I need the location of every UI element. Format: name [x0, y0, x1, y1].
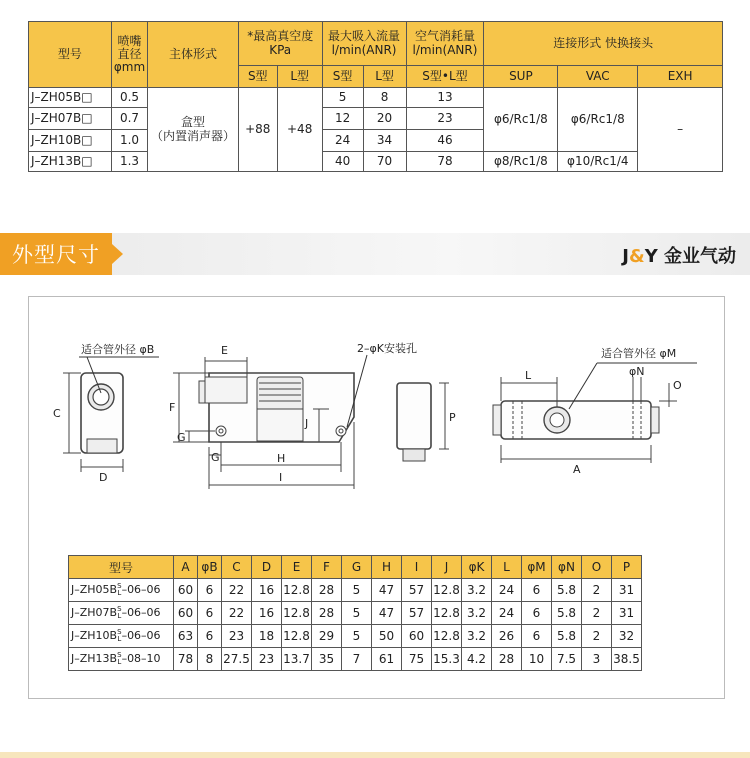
- dimension-table: [68, 555, 642, 671]
- header-suction: 最大吸入流量 l/min(ANR): [322, 22, 406, 66]
- label-p: P: [449, 411, 456, 424]
- dimension-value-cell: 60: [174, 602, 198, 625]
- dimension-value-cell: 7: [342, 648, 372, 671]
- header-vac: VAC: [558, 66, 638, 88]
- front-view: [173, 355, 367, 489]
- label-l: L: [525, 369, 532, 382]
- dimension-value-cell: 23: [222, 625, 252, 648]
- dimension-value-cell: 8: [198, 648, 222, 671]
- dimension-value-cell: 28: [312, 602, 342, 625]
- header-vacuum: *最高真空度 KPa: [238, 22, 322, 66]
- dimension-model-cell: J–ZH13B S L –08–10: [69, 648, 174, 671]
- dimension-panel: [28, 296, 725, 699]
- air-cell: 78: [406, 152, 484, 172]
- vacuum-l-cell: +48: [277, 88, 322, 172]
- dimension-value-cell: 4.2: [462, 648, 492, 671]
- dimension-header-cell: D: [252, 556, 282, 579]
- dimension-value-cell: 3.2: [462, 602, 492, 625]
- header-vacuum-l: L型: [277, 66, 322, 88]
- dimension-header-cell: φN: [552, 556, 582, 579]
- banner-arrow-icon: [112, 244, 123, 264]
- section-banner: [0, 233, 750, 275]
- top-view: [493, 363, 697, 463]
- dimension-header-cell: O: [582, 556, 612, 579]
- table-row: [69, 648, 642, 671]
- dimension-model-cell: J–ZH07B S L –06–06: [69, 602, 174, 625]
- table-row: [29, 88, 723, 108]
- end-view: [397, 383, 449, 461]
- label-c: C: [53, 407, 61, 420]
- dimension-value-cell: 15.3: [432, 648, 462, 671]
- dimension-header-cell: F: [312, 556, 342, 579]
- dimension-value-cell: 32: [612, 625, 642, 648]
- dimension-value-cell: 16: [252, 579, 282, 602]
- header-body: 主体形式: [148, 22, 239, 88]
- suction-s-cell: 5: [322, 88, 363, 108]
- dimension-value-cell: 28: [492, 648, 522, 671]
- sup-cell: φ8/Rc1/8: [484, 152, 558, 172]
- dimension-value-cell: 12.8: [282, 579, 312, 602]
- dimension-value-cell: 5.8: [552, 579, 582, 602]
- dimension-value-cell: 28: [312, 579, 342, 602]
- dimension-value-cell: 2: [582, 579, 612, 602]
- dimension-value-cell: 2: [582, 625, 612, 648]
- header-exh: EXH: [638, 66, 723, 88]
- sup-cell: φ6/Rc1/8: [484, 88, 558, 152]
- dimension-value-cell: 23: [252, 648, 282, 671]
- brand-logo: J&Y 金业气动: [622, 246, 736, 267]
- nozzle-cell: 1.3: [111, 152, 147, 172]
- dimension-header-cell: P: [612, 556, 642, 579]
- dimension-value-cell: 12.8: [432, 602, 462, 625]
- table-row: [69, 602, 642, 625]
- side-view: [63, 357, 159, 472]
- dimension-value-cell: 57: [402, 602, 432, 625]
- dimension-value-cell: 60: [174, 579, 198, 602]
- table-row: [69, 579, 642, 602]
- dimension-header-row: [69, 556, 642, 579]
- nozzle-cell: 0.7: [111, 108, 147, 130]
- header-air: 空气消耗量 l/min(ANR): [406, 22, 484, 66]
- label-g: G: [211, 451, 220, 464]
- dimension-value-cell: 12.8: [282, 602, 312, 625]
- dimension-model-cell: J–ZH10B S L –06–06: [69, 625, 174, 648]
- dimension-value-cell: 6: [198, 602, 222, 625]
- dimension-header-cell: A: [174, 556, 198, 579]
- dimension-value-cell: 5: [342, 625, 372, 648]
- spec-table: [28, 21, 723, 172]
- dimension-value-cell: 24: [492, 602, 522, 625]
- air-cell: 46: [406, 130, 484, 152]
- nozzle-cell: 1.0: [111, 130, 147, 152]
- dimension-header-cell: E: [282, 556, 312, 579]
- suction-l-cell: 34: [363, 130, 406, 152]
- dimension-value-cell: 35: [312, 648, 342, 671]
- dimension-value-cell: 5.8: [552, 602, 582, 625]
- header-suction-l: L型: [363, 66, 406, 88]
- dimension-value-cell: 18: [252, 625, 282, 648]
- dimension-value-cell: 12.8: [432, 625, 462, 648]
- nozzle-cell: 0.5: [111, 88, 147, 108]
- label-e: E: [221, 344, 228, 357]
- dimension-value-cell: 5: [342, 602, 372, 625]
- dimension-value-cell: 6: [522, 579, 552, 602]
- header-nozzle: 喷嘴 直径 φmm: [111, 22, 147, 88]
- dimension-value-cell: 38.5: [612, 648, 642, 671]
- dimension-value-cell: 57: [402, 579, 432, 602]
- dimension-value-cell: 12.8: [282, 625, 312, 648]
- dimension-header-cell: C: [222, 556, 252, 579]
- model-cell: J–ZH05B□: [29, 88, 112, 108]
- label-d: D: [99, 471, 108, 484]
- dimension-value-cell: 75: [402, 648, 432, 671]
- label-h: H: [277, 452, 286, 465]
- table-row: [69, 625, 642, 648]
- dimension-header-cell: H: [372, 556, 402, 579]
- label-tube-b: 适合管外径 φB: [81, 343, 155, 356]
- model-cell: J–ZH13B□: [29, 152, 112, 172]
- dimension-value-cell: 3: [582, 648, 612, 671]
- dimension-model-cell: J–ZH05B S L –06–06: [69, 579, 174, 602]
- dimension-value-cell: 12.8: [432, 579, 462, 602]
- dimension-value-cell: 16: [252, 602, 282, 625]
- vac-cell: φ6/Rc1/8: [558, 88, 638, 152]
- dimension-header-cell: I: [402, 556, 432, 579]
- suction-s-cell: 12: [322, 108, 363, 130]
- label-n: φN: [629, 365, 645, 378]
- dimension-header-cell: 型号: [69, 556, 174, 579]
- dimension-drawing: [29, 297, 724, 542]
- dimension-value-cell: 50: [372, 625, 402, 648]
- label-o: O: [673, 379, 682, 392]
- label-a: A: [573, 463, 581, 476]
- vacuum-s-cell: +88: [238, 88, 277, 172]
- label-i: I: [279, 471, 283, 484]
- label-tube-m: 适合管外径 φM: [601, 347, 677, 360]
- dimension-value-cell: 26: [492, 625, 522, 648]
- dimension-value-cell: 78: [174, 648, 198, 671]
- suction-l-cell: 70: [363, 152, 406, 172]
- dimension-value-cell: 63: [174, 625, 198, 648]
- dimension-value-cell: 6: [198, 579, 222, 602]
- bottom-rule: [0, 752, 750, 758]
- dimension-value-cell: 29: [312, 625, 342, 648]
- suction-l-cell: 8: [363, 88, 406, 108]
- dimension-header-cell: φB: [198, 556, 222, 579]
- header-air-sl: S型•L型: [406, 66, 484, 88]
- dimension-value-cell: 3.2: [462, 579, 492, 602]
- header-model: 型号: [29, 22, 112, 88]
- label-f: F: [169, 401, 176, 414]
- header-vacuum-s: S型: [238, 66, 277, 88]
- label-j: J: [305, 417, 309, 430]
- section-title: 外型尺寸: [12, 243, 100, 267]
- header-connect: 连接形式 快换接头: [484, 22, 723, 66]
- model-cell: J–ZH07B□: [29, 108, 112, 130]
- dimension-value-cell: 60: [402, 625, 432, 648]
- body-type-cell: 盒型 （内置消声器）: [148, 88, 239, 172]
- dimension-header-cell: φK: [462, 556, 492, 579]
- dimension-value-cell: 3.2: [462, 625, 492, 648]
- dimension-value-cell: 22: [222, 579, 252, 602]
- air-cell: 13: [406, 88, 484, 108]
- dimension-value-cell: 6: [522, 602, 552, 625]
- dimension-value-cell: 47: [372, 579, 402, 602]
- label-g-side: G: [177, 431, 186, 444]
- dimension-value-cell: 47: [372, 602, 402, 625]
- dimension-value-cell: 6: [198, 625, 222, 648]
- air-cell: 23: [406, 108, 484, 130]
- suction-s-cell: 40: [322, 152, 363, 172]
- dimension-value-cell: 10: [522, 648, 552, 671]
- suction-s-cell: 24: [322, 130, 363, 152]
- dimension-value-cell: 61: [372, 648, 402, 671]
- dimension-header-cell: L: [492, 556, 522, 579]
- dimension-value-cell: 5: [342, 579, 372, 602]
- dimension-value-cell: 27.5: [222, 648, 252, 671]
- model-cell: J–ZH10B□: [29, 130, 112, 152]
- dimension-value-cell: 22: [222, 602, 252, 625]
- dimension-value-cell: 13.7: [282, 648, 312, 671]
- header-suction-s: S型: [322, 66, 363, 88]
- dimension-value-cell: 5.8: [552, 625, 582, 648]
- header-sup: SUP: [484, 66, 558, 88]
- dimension-value-cell: 2: [582, 602, 612, 625]
- dimension-value-cell: 6: [522, 625, 552, 648]
- suction-l-cell: 20: [363, 108, 406, 130]
- table-row: [29, 152, 723, 172]
- dimension-header-cell: G: [342, 556, 372, 579]
- vac-cell: φ10/Rc1/4: [558, 152, 638, 172]
- dimension-header-cell: φM: [522, 556, 552, 579]
- dimension-value-cell: 31: [612, 602, 642, 625]
- label-holes: 2–φK安装孔: [357, 342, 417, 355]
- dimension-header-cell: J: [432, 556, 462, 579]
- dimension-value-cell: 31: [612, 579, 642, 602]
- exh-cell: –: [638, 88, 723, 172]
- dimension-value-cell: 7.5: [552, 648, 582, 671]
- dimension-value-cell: 24: [492, 579, 522, 602]
